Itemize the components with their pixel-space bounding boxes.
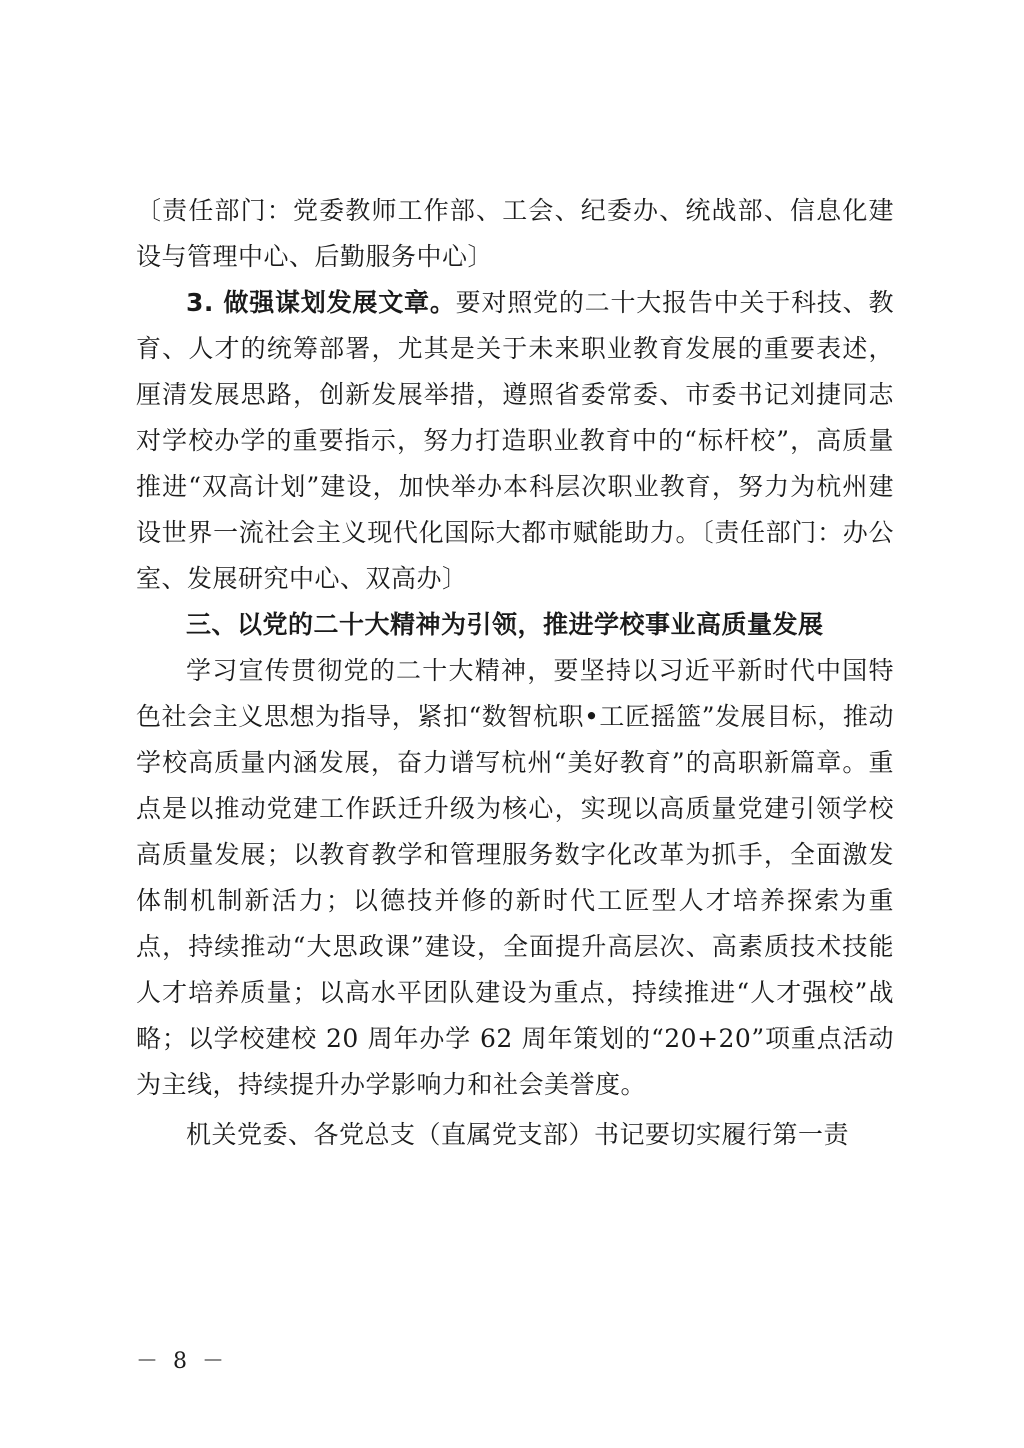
body-text (136, 188, 894, 1158)
item-3-body: 要对照党的二十大报告中关于科技、教育、人才的统筹部署，尤其是关于未来职业教育发展的重要表述，厘清发展思路，创新发展举措，遵照省委常委、市委书记刘捷同志对学校办学的重要指示，努力打造职业教育中的“标杆校”，高质量推进“双高计划”建设，加快举办本科层次职业教育，努力为杭州建设世界一流社会主义现代化国际大都市赋能助力。〔责任部门：办公室、发展研究中心、双高办〕 (136, 288, 894, 593)
paragraph-section-3-intro: 学习宣传贯彻党的二十大精神，要坚持以习近平新时代中国特色社会主义思想为指导，紧扣“数智杭职•工匠摇篮”发展目标，推动学校高质量内涵发展，奋力谱写杭州“美好教育”的高职新篇章。重点是以推动党建工作跃迁升级为核心，实现以高质量党建引领学校高质量发展；以教育教学和管理服务数字化改革为抓手，全面激发体制机制新活力；以德技并修的新时代工匠型人才培养探索为重点，持续推动“大思政课”建设，全面提升高层次、高素质技术技能人才培养质量；以高水平团队建设为重点，持续推进“人才强校”战略；以学校建校 20 周年办学 62 周年策划的“20+20”项重点活动为主线，持续提升办学影响力和社会美誉度。 (136, 656, 894, 1099)
section-heading-3: 三、以党的二十大精神为引领，推进学校事业高质量发展 (186, 610, 824, 639)
paragraph-section-3-continued: 机关党委、各党总支（直属党支部）书记要切实履行第一责 (186, 1120, 850, 1149)
item-3-heading: 3. 做强谋划发展文章。 (186, 288, 456, 317)
paragraph-item-3 (136, 280, 894, 602)
page-number: － 8 － (136, 1349, 228, 1374)
paragraph-responsibility-1: 〔责任部门：党委教师工作部、工会、纪委办、统战部、信息化建设与管理中心、后勤服务中心〕 (136, 196, 894, 271)
